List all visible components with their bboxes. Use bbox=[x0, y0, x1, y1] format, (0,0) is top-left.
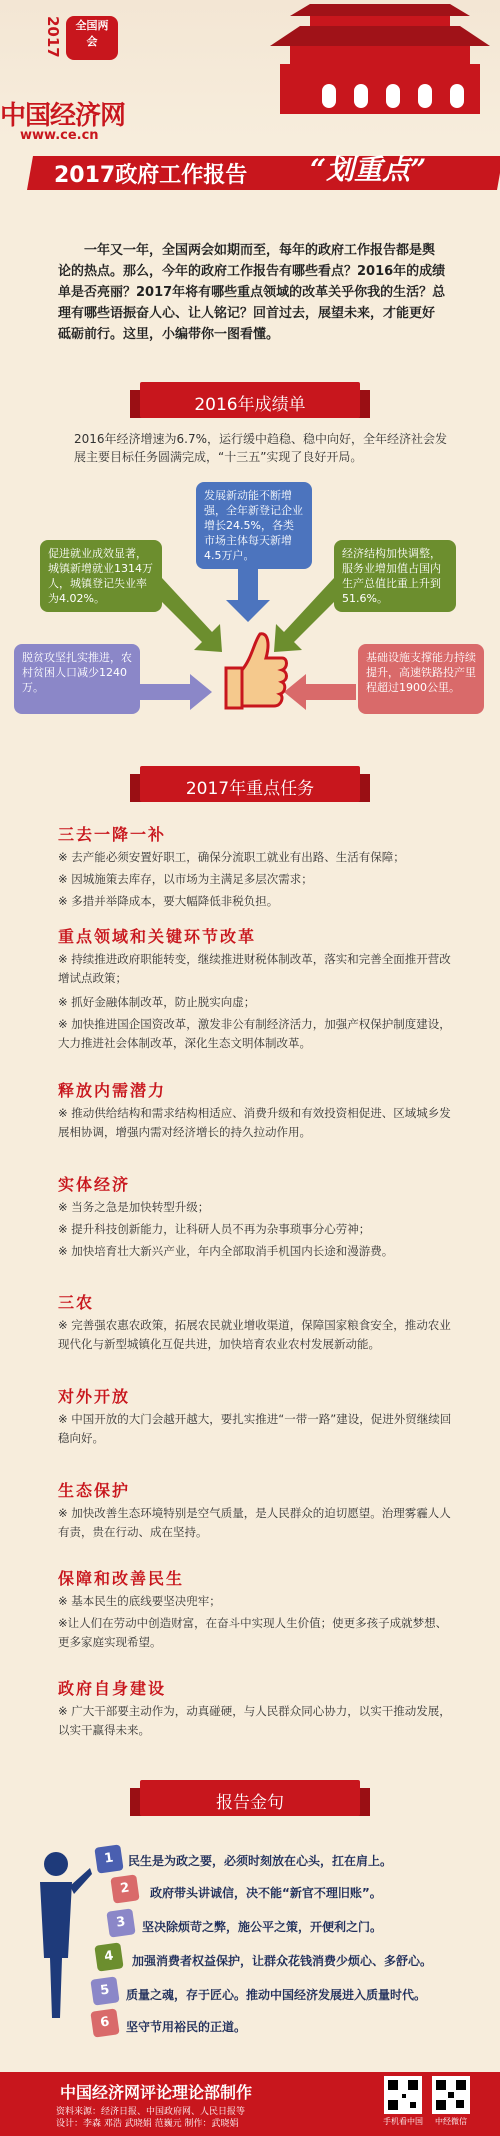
quote-text: 坚守节用裕民的正道。 bbox=[126, 2020, 247, 2034]
site-logo: 中国经济网 bbox=[0, 101, 126, 131]
result-box-employment: 促进就业成效显著，城镇新增就业1314万人，城镇登记失业率为4.02%。 bbox=[40, 540, 162, 612]
task-heading: 生态保护 bbox=[58, 1481, 131, 1500]
section2-banner bbox=[140, 766, 360, 802]
task-heading: 重点领域和关键环节改革 bbox=[58, 927, 257, 946]
quote-number-badge: 3 bbox=[106, 1908, 135, 1937]
qr-caption: 中经微信 bbox=[435, 2117, 467, 2126]
task-line: ※让人们在劳动中创造财富，在奋斗中实现人生价值；使更多孩子成就梦想、更多家庭实现希望。 bbox=[58, 1616, 448, 1649]
qr-caption: 手机看中国 bbox=[383, 2117, 423, 2126]
site-url: www.ce.cn bbox=[20, 128, 99, 143]
result-box-poverty: 脱贫攻坚扎实推进，农村贫困人口减少1240万。 bbox=[14, 644, 140, 714]
arrow-down bbox=[226, 562, 270, 622]
footer-credits bbox=[56, 2106, 245, 2130]
task-line: ※ 基本民生的底线要坚决兜牢； bbox=[58, 1594, 221, 1608]
task-line: ※ 当务之急是加快转型升级； bbox=[58, 1200, 210, 1214]
task-heading: 释放内需潜力 bbox=[58, 1081, 167, 1100]
page-title: 2017政府工作报告 bbox=[54, 163, 248, 188]
task-line: ※ 因城施策去库存，以市场为主满足多层次需求； bbox=[58, 872, 313, 886]
section1-summary: 2016年经济增速为6.7%，运行缓中趋稳、稳中向好，全年经济社会发展主要目标任务圆满完成，“十三五”实现了良好开局。 bbox=[74, 432, 448, 464]
quote-number-badge: 6 bbox=[90, 2008, 119, 2037]
task-line: ※ 完善强农惠农政策，拓展农民就业增收渠道，保障国家粮食安全，推动农业现代化与新型城镇化互促共进，加快培育农业农村发展新动能。 bbox=[58, 1318, 451, 1351]
section2-title: 2017年重点任务 bbox=[185, 779, 315, 799]
task-line: ※ 多措并举降成本，要大幅降低非税负担。 bbox=[58, 894, 279, 908]
quote-text: 民生是为政之要，必须时刻放在心头，扛在肩上。 bbox=[128, 1854, 393, 1868]
task-line: ※ 中国开放的大门会越开越大，要扎实推进“一带一路”建设，促进外贸继续回稳向好。 bbox=[58, 1412, 452, 1445]
task-heading: 保障和改善民生 bbox=[58, 1569, 185, 1588]
thumbs-up-icon bbox=[212, 628, 288, 712]
quote-text: 政府带头讲诚信，决不能“新官不理旧账”。 bbox=[150, 1886, 382, 1900]
result-box-infrastructure: 基础设施支撑能力持续提升，高速铁路投产里程超过1900公里。 bbox=[358, 644, 484, 714]
task-heading: 政府自身建设 bbox=[58, 1679, 167, 1698]
task-line: ※ 广大干部要主动作为，动真碰硬，与人民群众同心协力，以实干推动发展，以实干赢得未来。 bbox=[58, 1704, 451, 1737]
tiananmen-illustration bbox=[260, 4, 500, 114]
footer-source: 资料来源：经济日报、中国政府网、人民日报等 bbox=[56, 2107, 246, 2117]
task-line: ※ 去产能必须安置好职工，确保分流职工就业有出路、生活有保障； bbox=[58, 850, 405, 864]
section3-title: 报告金句 bbox=[216, 1793, 284, 1813]
year-text: 2017 bbox=[44, 16, 62, 58]
section1-banner bbox=[140, 382, 360, 418]
task-heading: 三去一降一补 bbox=[58, 825, 167, 844]
quote-text: 质量之魂，存于匠心。推动中国经济发展进入质量时代。 bbox=[126, 1988, 427, 2002]
qr-code-wechat[interactable] bbox=[432, 2076, 470, 2114]
quote-number-badge: 4 bbox=[94, 1942, 123, 1971]
task-line: ※ 加快培育壮大新兴产业，年内全部取消手机国内长途和漫游费。 bbox=[58, 1244, 394, 1258]
footer bbox=[0, 2072, 500, 2136]
task-heading: 实体经济 bbox=[58, 1175, 131, 1194]
title-bar bbox=[0, 148, 500, 194]
task-heading: 三农 bbox=[58, 1293, 95, 1312]
task-line: ※ 抓好金融体制改革，防止脱实向虚； bbox=[58, 995, 256, 1009]
quote-number-badge: 5 bbox=[90, 1976, 119, 2005]
badge-text: 全国两会 bbox=[66, 16, 118, 60]
task-line: ※ 提升科技创新能力，让科研人员不再为杂事琐事分心劳神； bbox=[58, 1222, 371, 1236]
task-line: ※ 持续推进政府职能转变，继续推进财税体制改革，落实和完善全面推开营改增试点政策； bbox=[58, 952, 451, 985]
qr-code-icon bbox=[434, 2078, 468, 2112]
qr-code-mobile[interactable] bbox=[384, 2076, 422, 2114]
quote-text: 加强消费者权益保护，让群众花钱消费少烦心、多舒心。 bbox=[132, 1954, 433, 1968]
header bbox=[0, 0, 500, 215]
task-line: ※ 加快改善生态环境特别是空气质量，是人民群众的迫切愿望。治理雾霾人人有责，贵在行动、成在坚持。 bbox=[58, 1506, 451, 1539]
arrow-right bbox=[140, 674, 212, 710]
page-title-highlight: “划重点” bbox=[310, 153, 427, 186]
quote-number-badge: 1 bbox=[94, 1844, 123, 1873]
quote-number-badge: 2 bbox=[110, 1874, 139, 1903]
footer-designers: 设计：李森 邓浩 武晓娟 范巍元 制作：武晓娟 bbox=[56, 2119, 239, 2129]
person-presenting-icon bbox=[22, 1848, 92, 2028]
task-line: ※ 推动供给结构和需求结构相适应、消费升级和有效投资相促进、区域城乡发展相协调，增强内需对经济增长的持久拉动作用。 bbox=[58, 1106, 451, 1139]
task-line: ※ 加快推进国企国资改革，激发非公有制经济活力，加强产权保护制度建设，大力推进社会体制改革，深化生态文明体制改革。 bbox=[58, 1017, 451, 1050]
section1-title: 2016年成绩单 bbox=[194, 395, 306, 415]
intro-text: 一年又一年，全国两会如期而至，每年的政府工作报告都是舆论的热点。那么，今年的政府工作报告有哪些看点？2016年的成绩单是否亮丽？2017年将有哪些重点领域的改革关乎你我的生活？总理有哪些语振奋人心、让人铭记？回首过去，展望未来，才能更好砥砺前行。这里，小编带你一图看懂。 bbox=[58, 243, 446, 342]
year-badge bbox=[44, 16, 109, 58]
quote-text: 坚决除烦苛之弊，施公平之策，开便利之门。 bbox=[142, 1920, 383, 1934]
arrow-left bbox=[284, 674, 356, 710]
result-box-new-drivers: 发展新动能不断增强，全年新登记企业增长24.5%，各类市场主体每天新增4.5万户。 bbox=[196, 482, 312, 569]
qr-code-icon bbox=[386, 2078, 420, 2112]
task-heading: 对外开放 bbox=[58, 1387, 131, 1406]
result-box-structure: 经济结构加快调整，服务业增加值占国内生产总值比重上升到51.6%。 bbox=[334, 540, 456, 612]
footer-title: 中国经济网评论理论部制作 bbox=[60, 2083, 253, 2102]
section3-banner bbox=[140, 1780, 360, 1816]
